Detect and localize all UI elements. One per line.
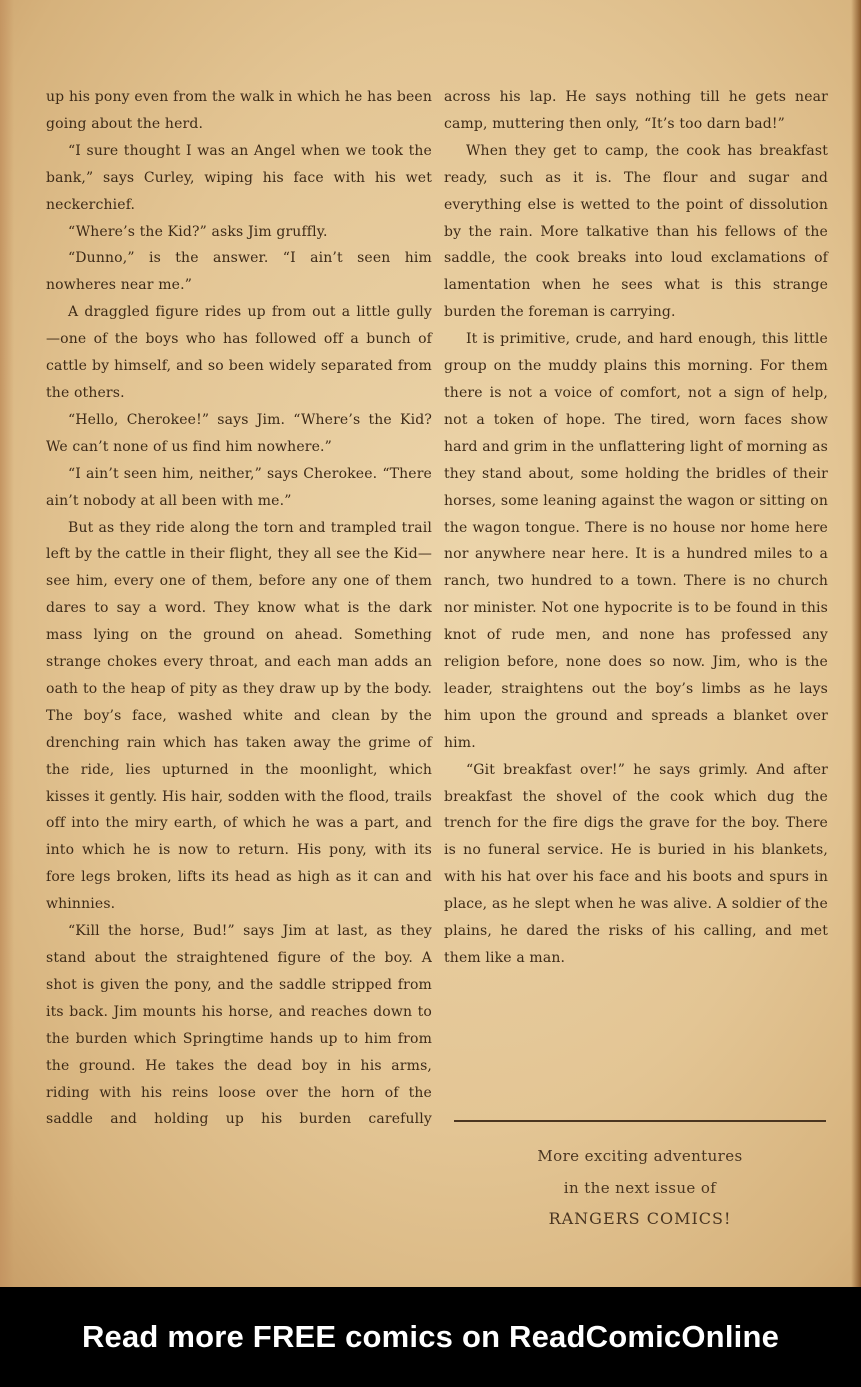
paragraph: up his pony even from the walk in which he has been going about the herd. — [46, 89, 432, 132]
paragraph: “I ain’t seen him, neither,” says Cherokee. “There ain’t nobody at all been with me.” — [46, 465, 432, 509]
paragraph: “Where’s the Kid?” asks Jim gruffly. — [68, 223, 328, 240]
paragraph: “Hello, Cherokee!” says Jim. “Where’s the Kid? We can’t none of us find him nowhere.” — [46, 411, 432, 455]
paragraph: A draggled figure rides up from out a little gully—one of the boys who has followed off a bunch of cattle by himself, and so been widely separated from the others. — [46, 304, 432, 401]
right-text-column — [444, 84, 828, 972]
paragraph: “Kill the horse, Bud!” says Jim at last, as they stand about the straightened figure of the boy. A shot is given the pony, and the saddle stripped from its back. Jim mounts his horse, and reaches down to the burden which Springtime hands up to him from the ground. He takes the dead boy in his arms, riding with his reins loose over the horn of the saddle and holding up his burden carefully — [46, 923, 432, 1128]
paragraph: “I sure thought I was an Angel when we took the bank,” says Curley, wiping his face with his wet neckerchief. — [46, 142, 432, 213]
promo-line-2: in the next issue of — [563, 1179, 717, 1197]
divider-rule — [454, 1120, 826, 1122]
paragraph: across his lap. He says nothing till he gets near camp, muttering then only, “It’s too darn bad!” — [444, 89, 828, 132]
paragraph: “Dunno,” is the answer. “I ain’t seen him nowheres near me.” — [46, 250, 432, 294]
paragraph: But as they ride along the torn and trampled trail left by the cattle in their flight, they all see the Kid—see him, every one of them, before any one of them dares to say a word. They know what is the dark mass lying on the ground on ahead. Something strange chokes every throat, and each man adds an oath to the heap of pity as they draw up by the body. The boy’s face, washed white and clean by the drenching rain which has taken away the grime of the ride, lies upturned in the moonlight, which kisses it gently. His hair, sodden with the flood, trails off into the miry earth, of which he was a part, and into which he is now to return. His pony, with its fore legs broken, lifts its head as high as it can and whinnies. — [46, 519, 432, 913]
paragraph: “Git breakfast over!” he says grimly. And after breakfast the shovel of the cook which dug the trench for the fire digs the grave for the boy. There is no funeral service. He is buried in his blankets, with his hat over his face and his boots and spurs in place, as he slept when he was alive. A soldier of the plains, he dared the risks of his calling, and met them like a man. — [444, 761, 828, 966]
promo-banner[interactable]: Read more FREE comics on ReadComicOnline — [0, 1287, 861, 1387]
promo-title: RANGERS COMICS! — [548, 1209, 732, 1228]
promo-line-1: More exciting adventures — [537, 1147, 743, 1165]
left-text-column — [46, 84, 432, 1133]
paragraph: It is primitive, crude, and hard enough, this little group on the muddy plains this morning. For them there is not a voice of comfort, not a sign of help, not a token of hope. The tired, worn faces show hard and grim in the unflattering light of morning as they stand about, some holding the bridles of their horses, some leaning against the wagon or sitting on the wagon tongue. There is no house nor home here nor anywhere near here. It is a hundred miles to a ranch, two hundred to a town. There is no church nor minister. Not one hypocrite is to be found in this knot of rude men, and none has professed any religion before, none does so now. Jim, who is the leader, straightens out the boy’s limbs as he lays him upon the ground and spreads a blanket over him. — [444, 331, 828, 751]
paragraph: When they get to camp, the cook has breakfast ready, such as it is. The flour and sugar and everything else is wetted to the point of dissolution by the rain. More talkative than his fellows of the saddle, the cook breaks into loud exclamations of lamentation when he sees what is this strange burden the foreman is carrying. — [444, 142, 828, 321]
